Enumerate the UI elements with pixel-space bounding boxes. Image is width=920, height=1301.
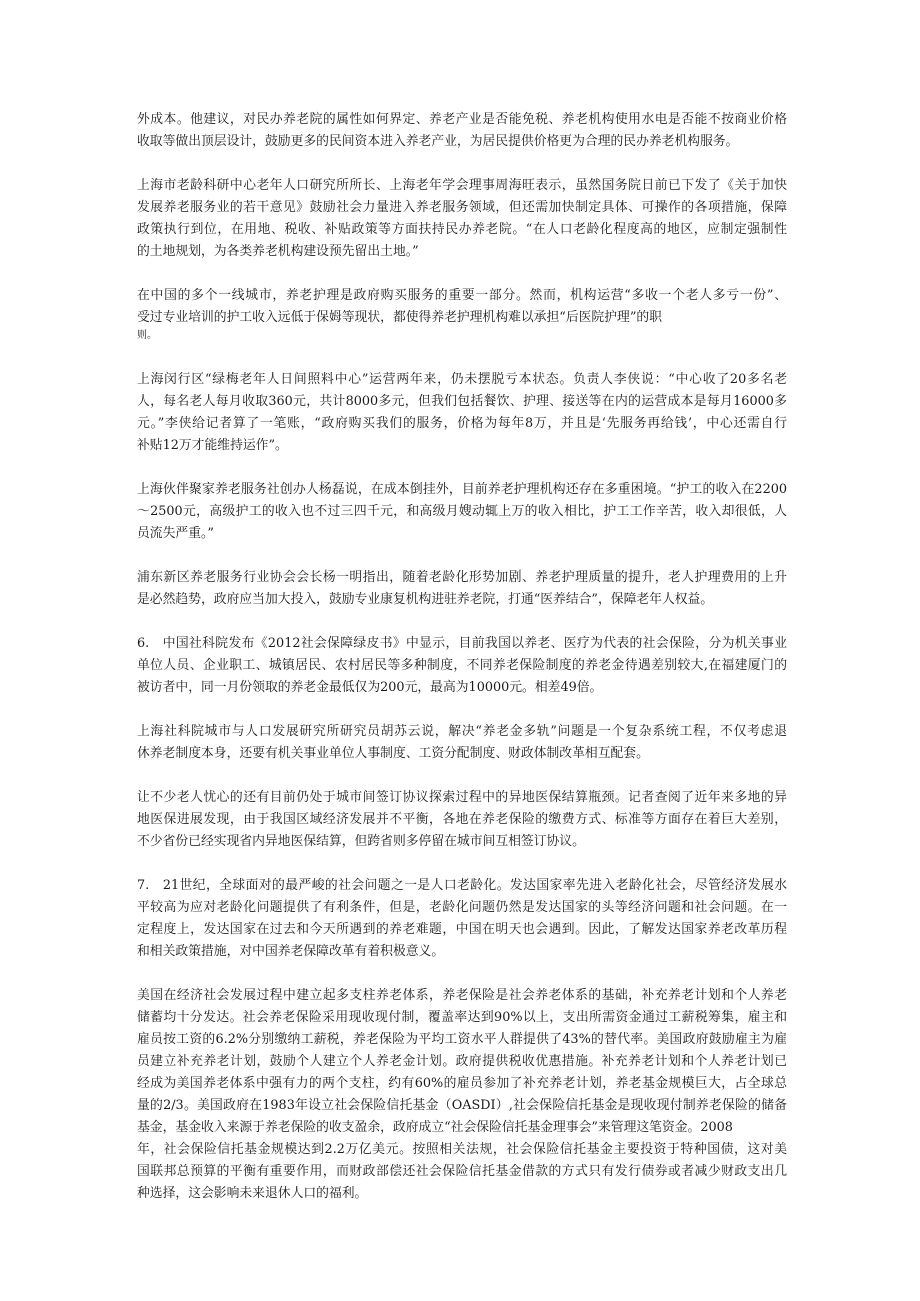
text-line: 元。”李侠给记者算了一笔账，“政府购买我们的服务，价格为每年8万，并且是‘先服务再给钱’，中心还需自行 <box>137 416 787 431</box>
text-line: 上海闵行区“绿梅老年人日间照料中心”运营两年来，仍未摆脱亏本状态。负责人李侠说：“中心收了20多名老 <box>137 372 787 387</box>
text-line: 雇员按工资的6.2%分别缴纳工薪税，养老保险为平均工资水平人群提供了43%的替代率。美国政府鼓励雇主为雇 <box>137 1032 787 1047</box>
text-line: 政策执行到位，在用地、税收、补贴政策等方面扶持民办养老院。“在人口老龄化程度高的地区，应制定强制性 <box>137 222 787 237</box>
paragraph <box>137 633 787 699</box>
text-line: 人，每名老人每月收取360元，共计8000多元，但我们包括餐饮、护理、接送等在内的运营成本是每月16000多 <box>137 394 787 409</box>
text-line: 不少省份已经实现省内异地医保结算，但跨省则多停留在城市间互相签订协议。 <box>137 834 585 849</box>
text-line: 上海社科院城市与人口发展研究所研究员胡苏云说，解决“养老金多轨”问题是一个复杂系统工程，不仅考虑退 <box>137 724 787 739</box>
paragraph <box>137 175 787 263</box>
text-line: 经成为美国养老体系中强有力的两个支柱，约有60%的雇员参加了补充养老计划，养老基金规模巨大，占全球总 <box>137 1076 787 1091</box>
text-line-fragment: 则。 <box>137 330 157 341</box>
text-line: 上海市老龄科研中心老年人口研究所所长、上海老年学会理事周海旺表示，虽然国务院日前已下发了《关于加快 <box>137 178 787 193</box>
text-line: 和相关政策措施，对中国养老保障改革有着积极意义。 <box>137 944 445 959</box>
paragraph <box>137 567 787 611</box>
text-line: 浦东新区养老服务行业协会会长杨一明指出，随着老龄化形势加剧、养老护理质量的提升，老人护理费用的上升 <box>137 570 787 585</box>
text-line: ～2500元，高级护工的收入也不过三四千元，和高级月嫂动辄上万的收入相比，护工工作辛苦，收入却很低，人 <box>137 504 787 519</box>
text-line: 量的2/3。美国政府在1983年设立社会保险信托基金（OASDI）,社会保险信托基金是现收现付制养老保险的储备 <box>137 1098 787 1113</box>
paragraph <box>137 875 787 963</box>
text-line: 国联邦总预算的平衡有重要作用，而财政部偿还社会保险信托基金借款的方式只有发行债券或者减少财政支出几 <box>137 1164 787 1179</box>
text-line: 定程度上，发达国家在过去和今天所遇到的养老难题，中国在明天也会遇到。因此，了解发达国家养老改革历程 <box>137 922 787 937</box>
text-line: 的土地规划，为各类养老机构建设预先留出土地。” <box>137 244 419 259</box>
text-line: 年，社会保险信托基金规模达到2.2万亿美元。按照相关法规，社会保险信托基金主要投资于特种国债，这对美 <box>137 1142 787 1157</box>
text-line: 员流失严重。” <box>137 526 214 541</box>
text-line: 受过专业培训的护工收入远低于保姆等现状，都使得养老护理机构难以承担“后医院护理”的职 <box>137 310 662 325</box>
text-line: 种选择，这会影响未来退休人口的福利。 <box>137 1186 368 1201</box>
paragraph <box>137 787 787 853</box>
text-line: 美国在经济社会发展过程中建立起多支柱养老体系，养老保险是社会养老体系的基础，补充养老计划和个人养老 <box>137 988 787 1003</box>
text-line: 休养老制度本身，还要有机关事业单位人事制度、工资分配制度、财政体制改革相互配套。 <box>137 746 649 761</box>
text-line: 被访者中，同一月份领取的养老金最低仅为200元，最高为10000元。相差49倍。 <box>137 680 603 695</box>
text-line: 是必然趋势，政府应当加大投入，鼓励专业康复机构进驻养老院，打通“医养结合”，保障老年人权益。 <box>137 592 714 607</box>
paragraph <box>137 109 787 153</box>
paragraph <box>137 721 787 765</box>
text-line: 补贴12万才能维持运作”。 <box>137 438 288 453</box>
text-line: 让不少老人忧心的还有目前仍处于城市间签订协议探索过程中的异地医保结算瓶颈。记者查阅了近年来多地的异 <box>137 790 787 805</box>
text-line: 地医保进展发现，由于我国区域经济发展并不平衡，各地在养老保险的缴费方式、标准等方面存在着巨大差别， <box>137 812 787 827</box>
paragraph <box>137 479 787 545</box>
paragraph <box>137 369 787 457</box>
text-line: 外成本。他建议，对民办养老院的属性如何界定、养老产业是否能免税、养老机构使用水电是否能不按商业价格 <box>137 112 787 127</box>
text-line: 收取等做出顶层设计，鼓励更多的民间资本进入养老产业，为居民提供价格更为合理的民办养老机构服务。 <box>137 134 739 149</box>
paragraph <box>137 285 787 343</box>
text-line: 7. 21世纪，全球面对的最严峻的社会问题之一是人口老龄化。发达国家率先进入老龄化社会，尽管经济发展水 <box>137 878 787 893</box>
text-line: 储蓄均十分发达。社会养老保险采用现收现付制，覆盖率达到90%以上，支出所需资金通过工薪税筹集，雇主和 <box>137 1010 787 1025</box>
paragraph <box>137 985 787 1205</box>
text-line: 6. 中国社科院发布《2012社会保障绿皮书》中显示，目前我国以养老、医疗为代表的社会保险，分为机关事业 <box>137 636 787 651</box>
text-line: 员建立补充养老计划，鼓励个人建立个人养老金计划。政府提供税收优惠措施。补充养老计划和个人养老计划已 <box>137 1054 787 1069</box>
text-line: 发展养老服务业的若干意见》鼓励社会力量进入养老服务领域，但还需加快制定具体、可操作的各项措施，保障 <box>137 200 787 215</box>
text-line: 在中国的多个一线城市，养老护理是政府购买服务的重要一部分。然而，机构运营“多收一个老人多亏一份”、 <box>137 288 787 303</box>
text-line: 基金，基金收入来源于养老保险的收支盈余，政府成立“社会保险信托基金理事会”来管理这笔资金。2008 <box>137 1120 733 1135</box>
text-line: 平较高为应对老龄化问题提供了有利条件，但是，老龄化问题仍然是发达国家的头等经济问题和社会问题。在一 <box>137 900 787 915</box>
text-line: 上海伙伴聚家养老服务社创办人杨磊说，在成本倒挂外，目前养老护理机构还存在多重困境。“护工的收入在2200 <box>137 482 787 497</box>
text-line: 单位人员、企业职工、城镇居民、农村居民等多种制度，不同养老保险制度的养老金待遇差别较大,在福建厦门的 <box>137 658 787 673</box>
